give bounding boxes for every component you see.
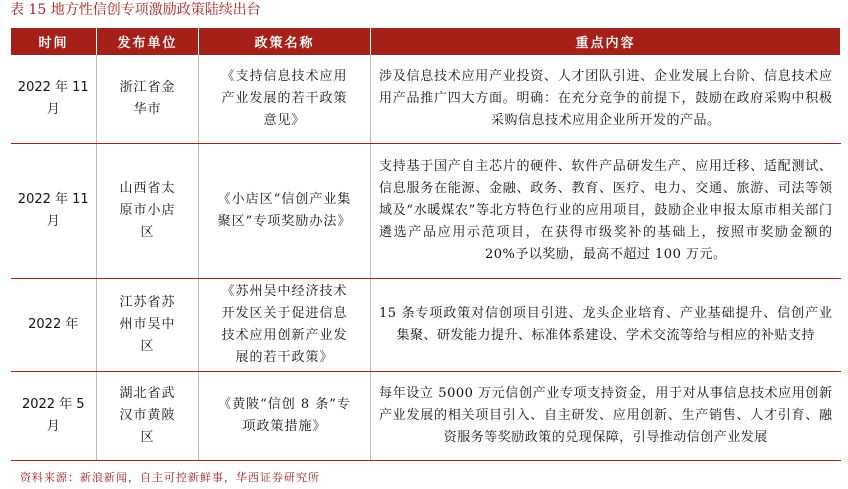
header-content: 重点内容	[371, 28, 841, 55]
table-row	[11, 372, 841, 461]
cell-content: 支持基于国产自主芯片的硬件、软件产品研发生产、应用迁移、适配测试、信息服务在能源、金融、政务、教育、医疗、电力、交通、旅游、司法等领域及“水暖煤农”等北方特色行业的应用项目，鼓励企业申报太原市相关部门遴选产品应用示范项目，在获得市级奖补的基础上，按照市奖励金额的 20%予以奖励，最高不超过 100 万元。	[371, 144, 841, 279]
cell-policy: 《支持信息技术应用产业发展的若干政策意见》	[199, 55, 371, 144]
table-row	[11, 55, 841, 144]
cell-time: 2022 年 5 月	[11, 372, 97, 461]
cell-content: 涉及信息技术应用产业投资、人才团队引进、企业发展上台阶、信息技术应用产品推广四大方面。明确：在充分竞争的前提下，鼓励在政府采购中积极采购信息技术应用企业所开发的产品。	[371, 55, 841, 144]
cell-org: 浙江省金华市	[97, 55, 199, 144]
table-caption: 表 15 地方性信创专项激励政策陆续出台	[10, 2, 261, 18]
cell-content: 每年设立 5000 万元信创产业专项支持资金，用于对从事信息技术应用创新产业发展的相关项目引入、自主研发、应用创新、生产销售、人才引育、融资服务等奖励政策的兑现保障，引导推动信创产业发展	[371, 372, 841, 461]
cell-policy: 《黄陂“信创 8 条”专项政策措施》	[199, 372, 371, 461]
cell-time: 2022 年 11 月	[11, 144, 97, 279]
cell-org: 山西省太原市小店区	[97, 144, 199, 279]
header-time: 时间	[11, 28, 97, 55]
header-org: 发布单位	[97, 28, 199, 55]
cell-org: 湖北省武汉市黄陂区	[97, 372, 199, 461]
cell-content: 15 条专项政策对信创项目引进、龙头企业培育、产业基础提升、信创产业集聚、研发能力提升、标准体系建设、学术交流等给与相应的补贴支持	[371, 279, 841, 372]
table-row	[11, 279, 841, 372]
header-policy: 政策名称	[199, 28, 371, 55]
cell-org: 江苏省苏州市吴中区	[97, 279, 199, 372]
table-row	[11, 144, 841, 279]
cell-time: 2022 年	[11, 279, 97, 372]
cell-policy: 《小店区“信创产业集聚区”专项奖励办法》	[199, 144, 371, 279]
cell-time: 2022 年 11 月	[11, 55, 97, 144]
table-header-row	[11, 28, 841, 55]
policy-table	[10, 28, 841, 461]
cell-policy: 《苏州吴中经济技术开发区关于促进信息技术应用创新产业发展的若干政策》	[199, 279, 371, 372]
source-note: 资料来源：新浪新闻，自主可控新鲜事，华西证券研究所	[20, 471, 320, 484]
